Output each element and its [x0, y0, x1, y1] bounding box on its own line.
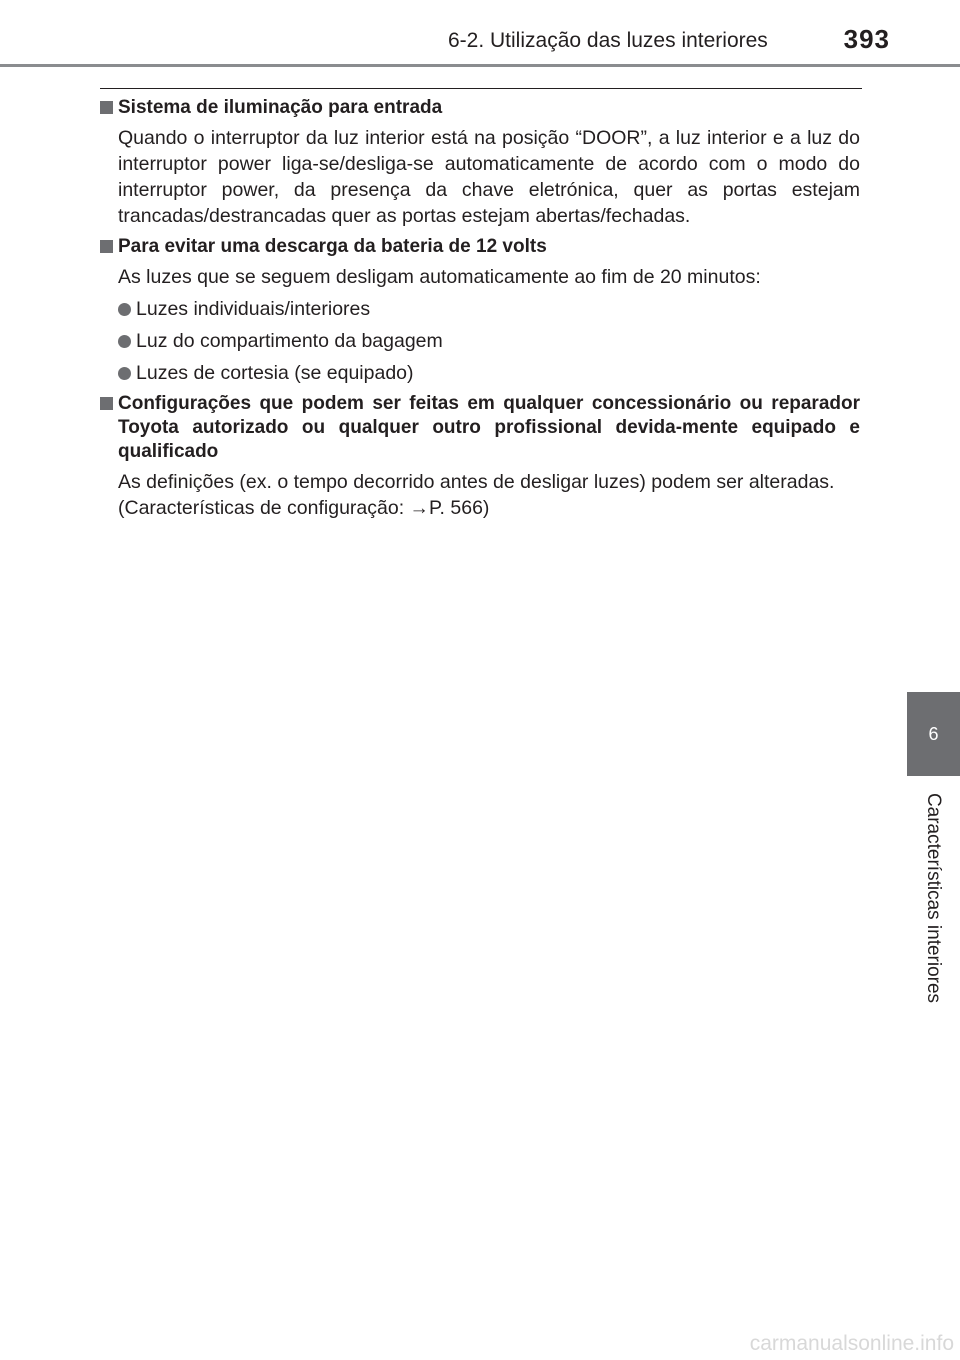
list-item [118, 328, 860, 354]
content-top-divider [100, 88, 862, 89]
section-heading [100, 392, 860, 464]
section-body: As luzes que se seguem desligam automaticamente ao fim de 20 minutos: [118, 266, 761, 288]
page-reference-link[interactable]: (Características de configuração: →P. 566) [118, 497, 490, 519]
lights-list [118, 296, 860, 386]
page-content [100, 96, 860, 527]
circle-bullet-icon [118, 335, 131, 348]
section-body: Quando o interruptor da luz interior está na posição “DOOR”, a luz interior e a luz do interruptor power liga-se/desliga-se automaticamente de acordo com o modo do interruptor power, da presença da chave eletrónica, quer as portas estejam trancadas/destrancadas quer as portas estejam abertas/fechadas. [118, 127, 860, 227]
section-entry-lighting [100, 96, 860, 229]
page-number: 393 [843, 24, 890, 54]
circle-bullet-icon [118, 303, 131, 316]
section-heading-text: Sistema de iluminação para entrada [118, 97, 443, 118]
section-battery-discharge [100, 235, 860, 386]
section-body-text: As definições (ex. o tempo decorrido antes de desligar luzes) podem ser alteradas. [118, 471, 835, 493]
chapter-section-title: 6-2. Utilização das luzes interiores [448, 29, 768, 52]
section-heading [100, 96, 860, 120]
square-bullet-icon [100, 101, 113, 114]
circle-bullet-icon [118, 367, 131, 380]
list-item [118, 360, 860, 386]
list-item-text: Luz do compartimento da bagagem [136, 330, 443, 352]
section-body [118, 469, 860, 521]
chapter-tab-label: Características interiores [923, 792, 944, 1004]
list-item [118, 296, 860, 322]
footer-watermark: carmanualsonline.info [749, 1332, 954, 1355]
section-heading-text: Para evitar uma descarga da bateria de 12 volts [118, 236, 547, 257]
section-dealer-customization [100, 392, 860, 521]
chapter-tab-number: 6 [928, 723, 939, 744]
list-item-text: Luzes de cortesia (se equipado) [136, 362, 414, 384]
header-divider [0, 64, 960, 67]
list-item-text: Luzes individuais/interiores [136, 298, 371, 320]
section-heading [100, 235, 860, 259]
chapter-tab[interactable] [907, 692, 960, 776]
square-bullet-icon [100, 240, 113, 253]
square-bullet-icon [100, 397, 113, 410]
section-heading-text: Configurações que podem ser feitas em qualquer concessionário ou reparador Toyota autorizado ou qualquer outro profissional devida-mente equipado e qualificado [118, 393, 860, 462]
